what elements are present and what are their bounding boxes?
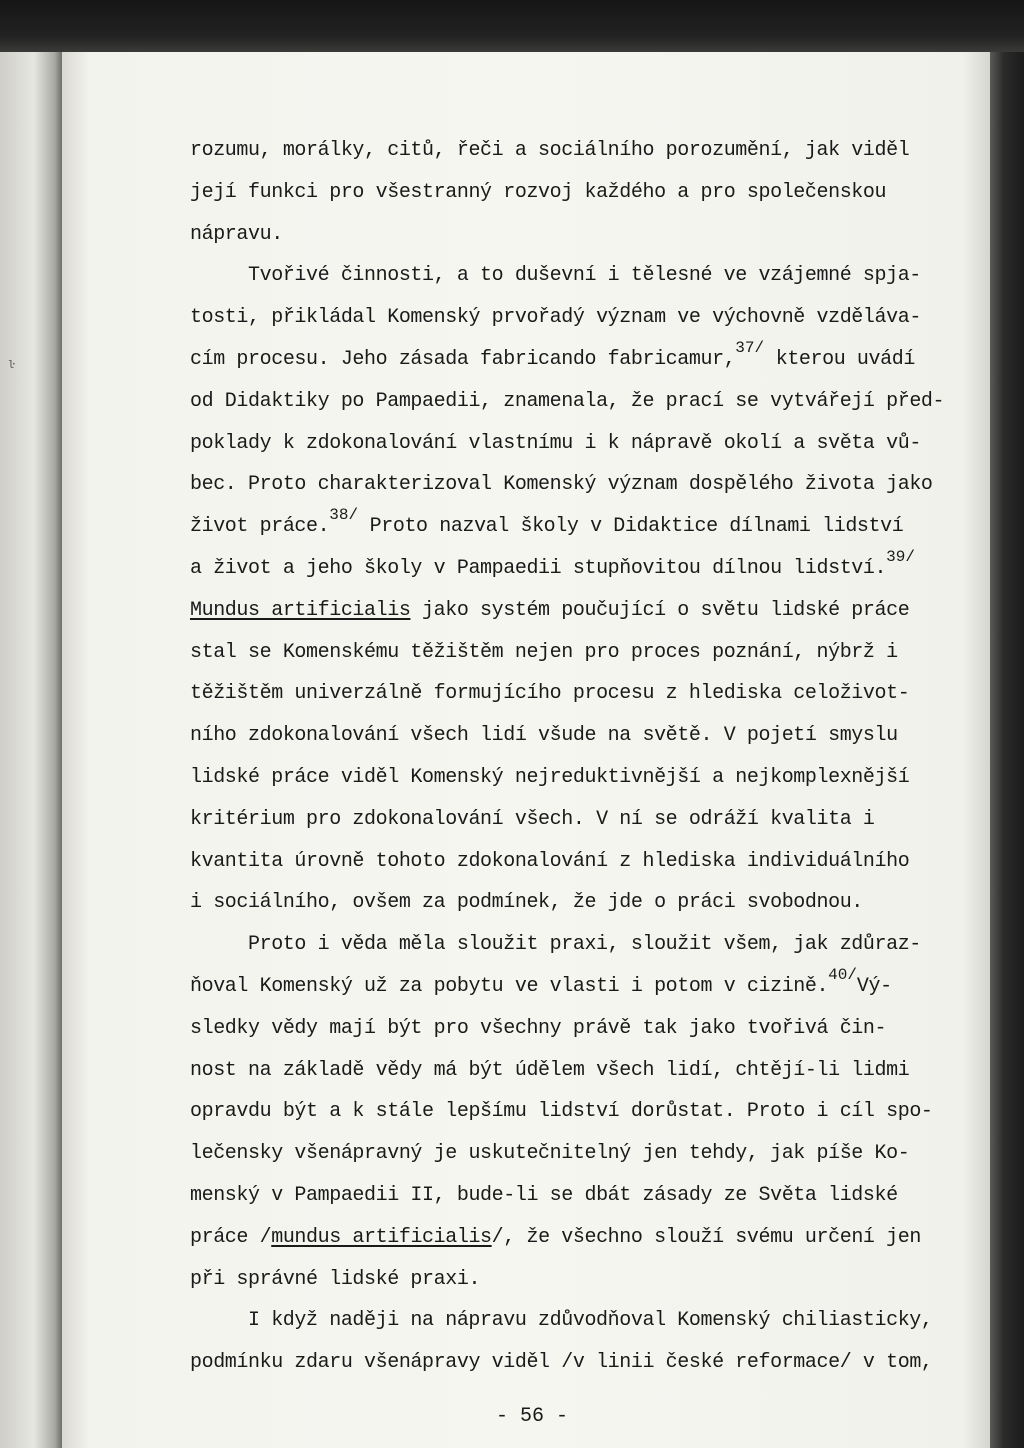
text-line (190, 882, 980, 924)
text-line (190, 172, 980, 214)
text-line (190, 1008, 980, 1050)
text-line (190, 423, 980, 465)
text-segment: /, že všechno slouží svému určení jen (491, 1225, 921, 1249)
text-segment: při správné lidské praxi. (190, 1267, 481, 1291)
text-segment: opravdu být a k stále lepšímu lidství dorůstat. Proto i cíl spo- (190, 1100, 933, 1124)
text-segment: bec. Proto charakterizoval Komenský význam dospělého života jako (190, 473, 933, 497)
text-line (190, 1175, 980, 1217)
text-line (190, 214, 980, 256)
text-line (190, 1259, 980, 1301)
text-segment: menský v Pampaedii II, bude-li se dbát zásady ze Světa lidské (190, 1183, 898, 1207)
text-segment: ního zdokonalování všech lidí všude na světě. V pojetí smyslu (190, 724, 898, 748)
text-line (190, 130, 980, 172)
text-segment: I když naději na nápravu zdůvodňoval Komenský chiliasticky, (248, 1309, 933, 1333)
text-segment: její funkci pro všestranný rozvoj každého a pro společenskou (190, 180, 887, 204)
text-line (190, 297, 980, 339)
text-segment: cím procesu. Jeho zásada fabricando fabricamur, (190, 347, 736, 371)
text-segment: jako systém poučující o světu lidské práce (410, 598, 910, 622)
scanner-top-shadow (0, 0, 1024, 52)
text-segment: Tvořivé činnosti, a to duševní i tělesné ve vzájemné spja- (248, 264, 921, 288)
text-line (190, 506, 980, 548)
text-segment: práce / (190, 1225, 272, 1249)
text-segment: Proto i věda měla sloužit praxi, sloužit všem, jak zdůraz- (248, 933, 921, 957)
text-line (190, 715, 980, 757)
text-segment: kritérium pro zdokonalování všech. V ní se odráží kvalita i (190, 807, 875, 831)
text-segment: těžištěm univerzálně formujícího procesu z hlediska celoživot- (190, 682, 910, 706)
text-segment: od Didaktiky po Pampaedii, znamenala, že prací se vytvářejí před- (190, 389, 945, 413)
text-line (190, 757, 980, 799)
text-line (190, 1133, 980, 1175)
page-number: - 56 - (495, 1405, 568, 1428)
text-line (190, 966, 980, 1008)
text-line (190, 381, 980, 423)
text-segment: lidské práce viděl Komenský nejreduktivnější a nejkomplexnější (190, 765, 910, 789)
body-text (190, 130, 980, 1384)
text-segment: kvantita úrovně tohoto zdokonalování z hlediska individuálního (190, 849, 910, 873)
text-line (190, 255, 980, 297)
text-segment: nost na základě vědy má být údělem všech lidí, chtějí-li lidmi (190, 1058, 910, 1082)
text-line (190, 590, 980, 632)
text-segment: i sociálního, ovšem za podmínek, že jde o práci svobodnou. (190, 891, 863, 915)
text-segment: podmínku zdaru všenápravy viděl /v linii české reformace/ v tom, (190, 1351, 933, 1375)
text-segment: ňoval Komenský už za pobytu ve vlasti i potom v cizině. (190, 974, 829, 998)
text-line (190, 924, 980, 966)
footnote-reference: 40/ (828, 965, 857, 984)
text-line (190, 673, 980, 715)
text-line (190, 1342, 980, 1384)
scanner-right-shadow (990, 52, 1024, 1448)
text-line (190, 632, 980, 674)
text-segment: Proto nazval školy v Didaktice dílnami lidství (358, 515, 904, 539)
text-segment: rozumu, morálky, citů, řeči a sociálního porozumění, jak viděl (190, 139, 910, 162)
text-line (190, 1091, 980, 1133)
text-segment: a život a jeho školy v Pampaedii stupňovitou dílnou lidství. (190, 556, 887, 580)
text-line (190, 548, 980, 590)
text-segment: kterou uvádí (764, 347, 915, 371)
text-line (190, 464, 980, 506)
text-line (190, 1050, 980, 1092)
text-segment: stal se Komenskému těžištěm nejen pro proces poznání, nýbrž i (190, 640, 898, 664)
text-segment: Vý- (856, 974, 892, 998)
footnote-reference: 38/ (329, 506, 359, 525)
text-line (190, 841, 980, 883)
text-line (190, 799, 980, 841)
footnote-reference: 37/ (735, 338, 765, 357)
text-segment: poklady k zdokonalování vlastnímu i k nápravě okolí a světa vů- (190, 431, 921, 455)
text-line (190, 1300, 980, 1342)
footnote-reference: 39/ (886, 547, 915, 566)
text-line (190, 339, 980, 381)
margin-mark: ŀ (8, 358, 15, 371)
book-binding (0, 52, 62, 1448)
text-segment: nápravu. (190, 222, 283, 246)
text-segment: sledky vědy mají být pro všechny právě tak jako tvořivá čin- (190, 1016, 887, 1040)
text-segment: tosti, přikládal Komenský prvořadý význam ve výchovně vzděláva- (190, 306, 921, 330)
text-line (190, 1217, 980, 1259)
underlined-term: mundus artificialis (271, 1225, 492, 1249)
underlined-term: Mundus artificialis (190, 598, 411, 622)
text-segment: lečensky všenápravný je uskutečnitelný jen tehdy, jak píše Ko- (190, 1142, 910, 1166)
text-segment: život práce. (190, 515, 330, 539)
